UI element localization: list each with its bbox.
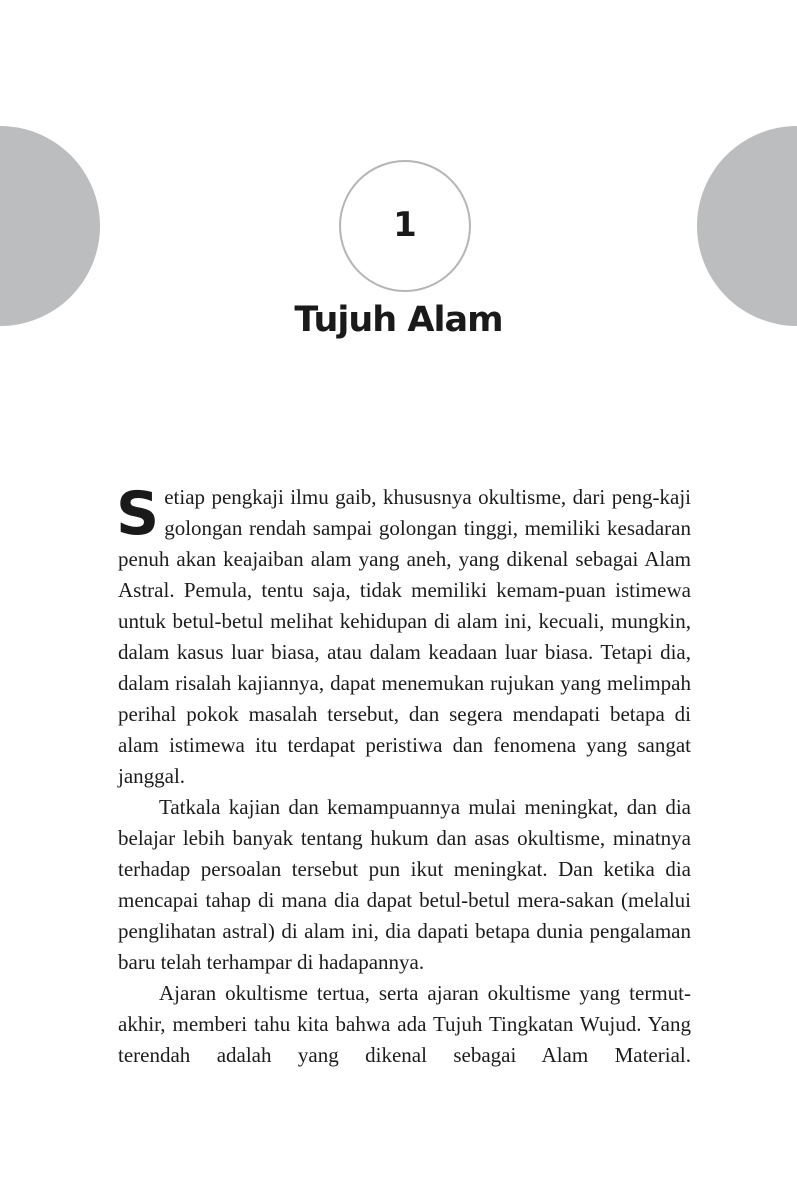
decorative-half-circle-right bbox=[697, 126, 797, 326]
paragraph-1 bbox=[116, 479, 691, 792]
chapter-number-circle bbox=[339, 160, 471, 292]
chapter-title: Tujuh Alam bbox=[294, 300, 503, 340]
paragraph-1-text: etiap pengkaji ilmu gaib, khususnya okultisme, dari peng-kaji golongan rendah sampai golongan tinggi, memiliki kesadaran penuh akan keajaiban alam yang aneh, yang dikenal sebagai Alam Astral. Pemula, tentu saja, tidak memiliki kemam-puan istimewa untuk betul-betul melihat kehidupan di alam ini, kecuali, mungkin, dalam kasus luar biasa, atau dalam keadaan luar biasa. Tetapi dia, dalam risalah kajiannya, dapat menemukan rujukan yang melimpah perihal pokok masalah tersebut, dan segera mendapati betapa di alam istimewa itu terdapat peristiwa dan fenomena yang sangat janggal. bbox=[118, 485, 691, 788]
drop-cap: S bbox=[116, 479, 160, 549]
paragraph-2: Tatkala kajian dan kemampuannya mulai meningkat, dan dia belajar lebih banyak tentang hukum dan asas okultisme, minatnya terhadap persoalan tersebut pun ikut meningkat. Dan ketika dia mencapai tahap di mana dia dapat betul-betul mera-sakan (melalui penglihatan astral) di alam ini, dia dapati betapa dunia pengalaman baru telah terhampar di hadapannya. bbox=[118, 795, 691, 974]
decorative-half-circle-left bbox=[0, 126, 100, 326]
chapter-body bbox=[116, 479, 691, 1071]
paragraph-3: Ajaran okultisme tertua, serta ajaran okultisme yang termut-akhir, memberi tahu kita bahwa ada Tujuh Tingkatan Wujud. Yang terendah adalah yang dikenal sebagai Alam Material. bbox=[118, 981, 691, 1067]
chapter-number: 1 bbox=[393, 205, 417, 245]
